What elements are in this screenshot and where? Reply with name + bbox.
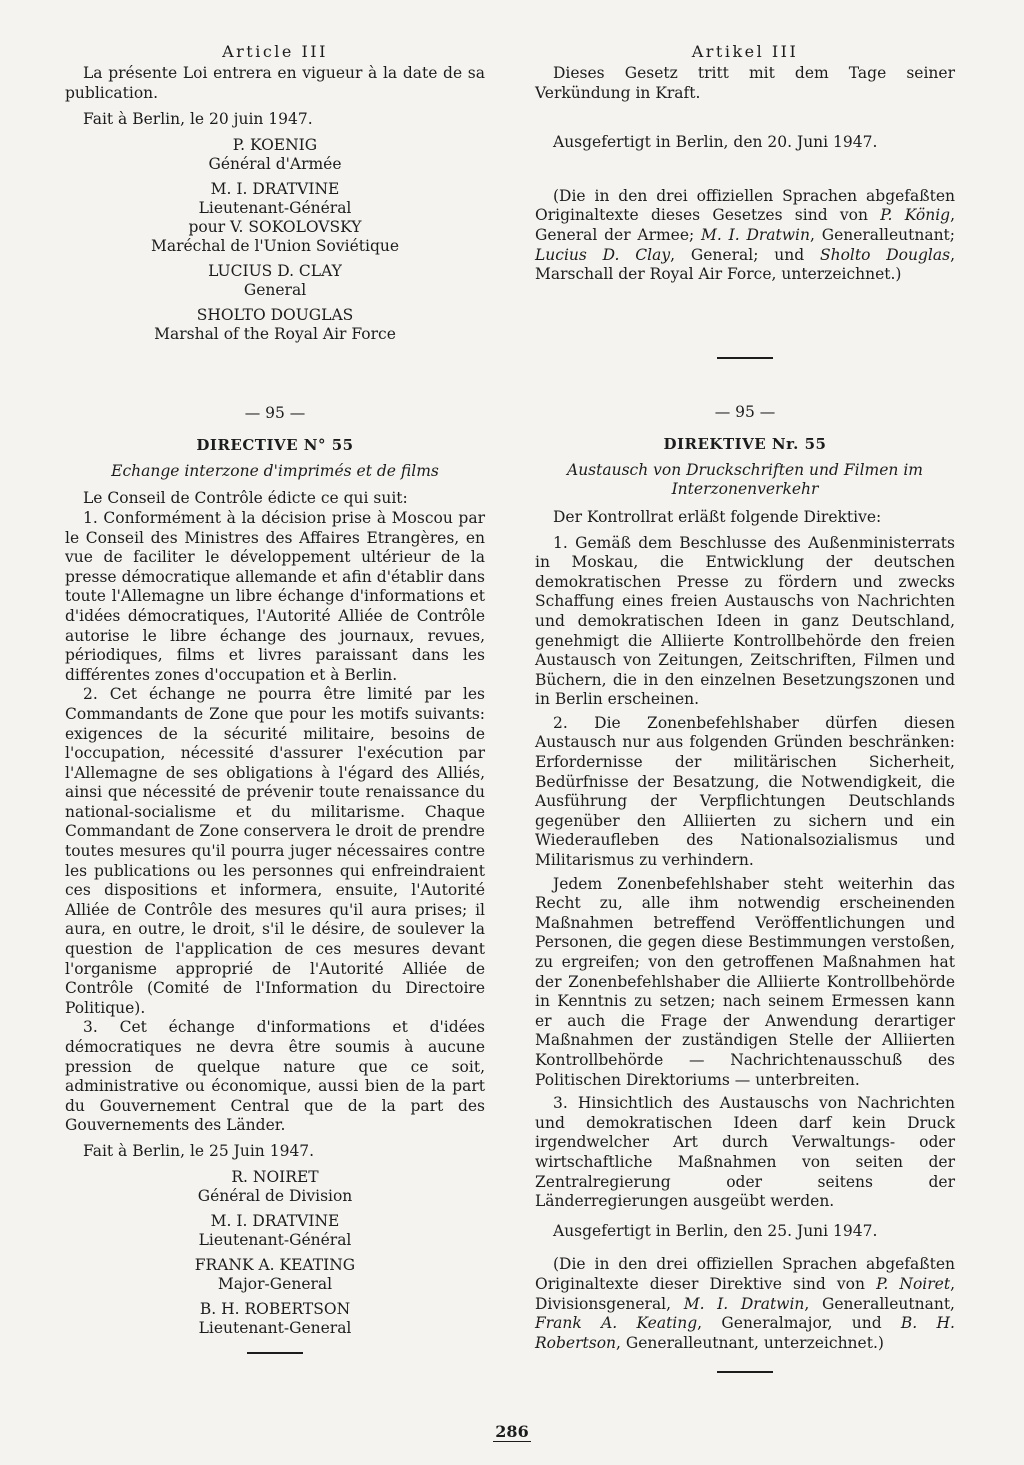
de-note-signatory: Sholto Douglas (819, 245, 951, 264)
de-note-text: , Generalleutnant, (804, 1294, 955, 1313)
fr-signatory-name: P. KOENIG (232, 135, 318, 154)
fr-signatory-title: Maréchal de l'Union Soviétique (150, 236, 400, 255)
fr-signatures-block (65, 136, 485, 344)
fr-article-text: La présente Loi entrera en vigueur à la date de sa publication. (65, 64, 485, 102)
fr-end-rule (247, 1352, 303, 1354)
fr-paragraph-3: 3. Cet échange d'informations et d'idées démocratiques ne devra être soumis à aucune pression de quelque nature que ce soit, administrative ou économique, aussi bien de la part du Gouvernement Central que de la part des Gouvernements des Länder. (65, 1018, 485, 1135)
de-signature-note-2 (535, 1255, 955, 1353)
fr-signatures-block-2 (65, 1168, 485, 1338)
fr-paragraph-2: 2. Cet échange ne pourra être limité par les Commandants de Zone que pour les motifs suivants: exigences de la sécurité militaire, besoins de l'occupation, nécessité d'assurer l'exécution par l'Allemagne de ses obligations à l'égard des Alliés, ainsi que nécessité de prévenir toute renaissance du national-socialisme et du militarisme. Chaque Commandant de Zone conservera le droit de prendre toutes mesures qu'il pourra juger nécessaires contre les publications ou les personnes qui enfreindraient ces dispositions et informera, ensuite, l'Autorité Alliée de Contrôle des mesures qu'il aura prises; il aura, en outre, le droit, s'il le désire, de soulever la question de l'application de ces mesures devant l'organisme approprié de l'Autorité Alliée de Contrôle (Comité de l'Information du Directoire Politique). (65, 685, 485, 1017)
fr-intro: Le Conseil de Contrôle édicte ce qui suit: (83, 489, 408, 508)
german-column (535, 32, 955, 1373)
de-directive-subtitle: Austausch von Druckschriften und Filmen im Interzonenverkehr (567, 460, 923, 499)
fr-article-title: Article III (222, 42, 328, 61)
fr-signatory-title: Marshal of the Royal Air Force (154, 324, 396, 343)
fr-signatory-name: B. H. ROBERTSON (199, 1299, 351, 1318)
fr-signatory-name: LUCIUS D. CLAY (208, 261, 342, 280)
fr-signatory-title: Général de Division (197, 1186, 353, 1205)
de-note-signatory: Lucius D. Clay (535, 245, 671, 264)
de-note-text: , Generalleutnant, unterzeichnet.) (616, 1333, 884, 1352)
de-note-signatory: P. Noiret (876, 1274, 951, 1293)
de-note-text: , General der Armee; (535, 206, 956, 244)
de-paragraph-1: 1. Gemäß dem Beschlusse des Außenministerrats in Moskau, die Entwicklung der deutschen demokratischen Presse zu fördern und zwecks Schaffung eines freien Austauschs von Nachrichten und demokratischen Ideen in ganz Deutschland, genehmigt die Alliierte Kontrollbehörde den freien Austausch von Zeitungen, Zeitschriften, Filmen und Büchern, die in den einzelnen Besetzungszonen und in Berlin erscheinen. (535, 533, 955, 709)
de-paragraph-2b: Jedem Zonenbefehlshaber steht weiterhin das Recht zu, alle ihm notwendig erscheinenden Maßnahmen betreffend Veröffentlichungen und Personen, die gegen diese Bestimmungen verstoßen, zu ergreifen; von den getroffenen Maßnahmen hat der Zonenbefehlshaber die Alliierte Kontrollbehörde in Kenntnis zu setzen; nach seinem Ermessen kann er auch die Frage der Anwendung derartiger Maßnahmen der zuständigen Stelle der Alliierten Kontrollbehörde — Nachrichtenausschuß des Politischen Direktoriums — unterbreiten. (535, 874, 955, 1089)
fr-paragraph-1: 1. Conformément à la décision prise à Moscou par le Conseil des Ministres des Affaires Etrangères, en vue de faciliter le développement ultérieur de la presse démocratique allemande et afin d'établir dans toute l'Allemagne un libre échange d'informations et d'idées démocratiques, l'Autorité Alliée de Contrôle autorise le libre échange des journaux, revues, périodiques, films et livres paraissant dans les différentes zones d'occupation et à Berlin. (65, 508, 485, 684)
de-note-text: , Divisionsgeneral, (535, 1274, 956, 1313)
de-done-at-2: Ausgefertigt in Berlin, den 25. Juni 1947. (553, 1221, 878, 1240)
de-note-text: , Generalleutnant; (809, 225, 956, 244)
de-intro: Der Kontrollrat erläßt folgende Direktive: (553, 507, 882, 526)
de-signature-note (535, 187, 955, 285)
de-page-mark: — 95 — (714, 402, 776, 421)
fr-signatory-title: Lieutenant-General (198, 1318, 352, 1337)
fr-signatory-title: pour V. SOKOLOVSKY (188, 217, 362, 236)
fr-done-at-2: Fait à Berlin, le 25 Juin 1947. (83, 1141, 315, 1160)
fr-signatory-title: Major-General (217, 1274, 333, 1293)
fr-directive-title: DIRECTIVE N° 55 (196, 435, 354, 454)
de-note-text: (Die in den drei offiziellen Sprachen abgefaßten Originaltexte dieses Gesetzes sind von (535, 186, 955, 225)
de-note-signatory: B. H. Robertson (535, 1314, 955, 1352)
fr-signatory-name: R. NOIRET (231, 1167, 319, 1186)
fr-page-mark: — 95 — (244, 403, 306, 422)
fr-signatory-title: Général d'Armée (208, 154, 342, 173)
fr-directive-subtitle: Echange interzone d'imprimés et de films (111, 461, 439, 480)
fr-signatory-name: FRANK A. KEATING (194, 1255, 356, 1274)
de-note-signatory: Frank A. Keating (535, 1314, 698, 1333)
de-done-at: Ausgefertigt in Berlin, den 20. Juni 1947. (553, 133, 878, 152)
french-column (65, 32, 485, 1354)
fr-signatory-title: Lieutenant-Général (198, 1230, 352, 1249)
page-number (0, 1422, 1024, 1441)
fr-signatory-name: M. I. DRATVINE (210, 179, 340, 198)
fr-done-at: Fait à Berlin, le 20 juin 1947. (83, 110, 313, 129)
fr-signatory-title: Lieutenant-Général (198, 198, 352, 217)
de-end-rule (717, 1371, 773, 1373)
page-number-text: 286 (495, 1422, 529, 1441)
de-note-signatory: M. I. Dratwin (683, 1294, 805, 1313)
de-article-title: Artikel III (691, 42, 799, 61)
de-note-text: , General; und (670, 245, 820, 264)
de-paragraph-3: 3. Hinsichtlich des Austauschs von Nachrichten und demokratischen Ideen darf kein Druck irgendwelcher Art durch Verwaltungs- oder wirtschaftliche Maßnahmen von seiten der Zentralregierung oder seitens der Länderregierungen ausgeübt werden. (535, 1094, 955, 1211)
de-directive-title: DIREKTIVE Nr. 55 (663, 434, 827, 453)
fr-signatory-name: M. I. DRATVINE (210, 1211, 340, 1230)
de-paragraph-2: 2. Die Zonenbefehlshaber dürfen diesen Austausch nur aus folgenden Gründen beschränken: Erfordernisse der militärischen Sicherheit, Bedürfnisse der Besatzung, die Notwendigkeit, die Ausführung der Verpflichtungen Deutschlands gegenüber den Alliierten zu sichern und ein Wiederaufleben des Nationalsozialismus und Militarismus zu verhindern. (535, 713, 955, 870)
de-note-signatory: M. I. Dratwin (701, 225, 810, 244)
de-note-text: , Generalmajor, und (697, 1314, 901, 1333)
fr-signatory-name: SHOLTO DOUGLAS (196, 305, 354, 324)
fr-signatory-title: General (243, 280, 307, 299)
de-article-text: Dieses Gesetz tritt mit dem Tage seiner Verkündung in Kraft. (535, 64, 955, 102)
de-note-text: , Marschall der Royal Air Force, unterzeichnet.) (535, 245, 955, 284)
de-note-text: (Die in den drei offiziellen Sprachen abgefaßten Originaltexte dieser Direktive sind von (535, 1255, 955, 1293)
de-note-signatory: P. König (880, 206, 951, 225)
